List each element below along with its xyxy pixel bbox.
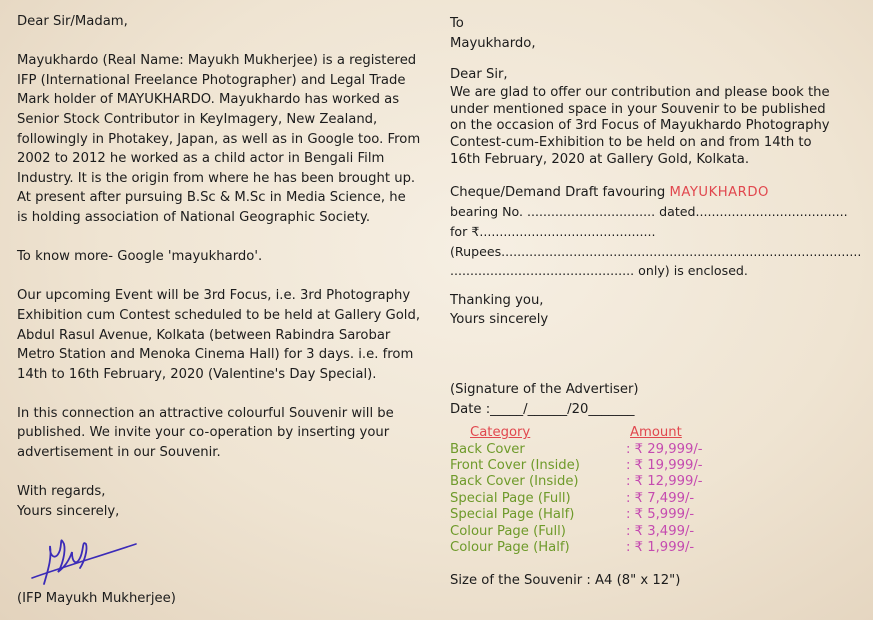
bio-line: is holding association of National Geographic Society. [17, 209, 371, 225]
rate-row [450, 524, 870, 540]
rate-row [450, 458, 870, 474]
rate-amount: : ₹ 3,499/- [626, 523, 695, 539]
event-line: Exhibition cum Contest scheduled to be held at Gallery Gold, [17, 307, 421, 323]
rate-amount: : ₹ 7,499/- [626, 490, 695, 506]
regards: With regards, [17, 484, 106, 500]
for-line: for ₹............................................ [450, 223, 656, 239]
event-line: Metro Station and Menoka Cinema Hall) for 3 days. i.e. from [17, 347, 414, 363]
event-line: Our upcoming Event will be 3rd Focus, i.e. 3rd Photography [17, 288, 411, 304]
to-name: Mayukhardo, [450, 35, 536, 51]
rate-header [450, 425, 870, 441]
rate-category: Special Page (Full) [450, 490, 571, 506]
souvenir-size: Size of the Souvenir : A4 (8" x 12") [450, 573, 681, 588]
bearing-line: bearing No. ................................ dated...................................... [450, 204, 848, 220]
souvenir-paragraph [17, 404, 427, 463]
rate-category: Back Cover (Inside) [450, 474, 579, 490]
bio-line: IFP (International Freelance Photographer) and Legal Trade [17, 72, 406, 88]
rupees-line: (Rupees.......................................................................................... [450, 243, 862, 259]
category-header: Category [470, 425, 531, 441]
rate-amount: : ₹ 19,999/- [626, 457, 703, 473]
signatory [17, 589, 176, 609]
body-paragraph [450, 85, 870, 169]
rate-row [450, 507, 870, 523]
bio-line: At present after pursuing B.Sc & M.Sc in Media Science, he [17, 190, 406, 206]
letter-right [450, 14, 870, 556]
cheque-prefix: Cheque/Demand Draft favouring [450, 184, 670, 200]
body-line: 16th February, 2020 at Gallery Gold, Kolkata. [450, 151, 750, 167]
rate-amount: : ₹ 29,999/- [626, 441, 703, 457]
to-label: To [450, 16, 464, 31]
signatory-name: (IFP Mayukh Mukherjee) [17, 591, 176, 606]
bio-line: Industry. It is the origin from where he has been brought up. [17, 170, 416, 186]
salutation: Dear Sir/Madam, [17, 14, 128, 29]
rate-row [450, 474, 870, 490]
date-line: Date :_____/______/20_______ [450, 401, 635, 417]
cheque-brand: MAYUKHARDO [669, 184, 769, 200]
rate-amount: : ₹ 5,999/- [626, 507, 695, 523]
event-line: Abdul Rasul Avenue, Kolkata (between Rabindra Sarobar [17, 327, 391, 343]
bio-paragraph [17, 51, 427, 227]
rate-table [450, 425, 870, 556]
handwritten-signature [30, 522, 140, 594]
letter-left [17, 12, 427, 521]
dear: Dear Sir, [450, 67, 508, 83]
know-more: To know more- Google 'mayukhardo'. [17, 249, 263, 265]
thanking: Thanking you, [450, 292, 544, 308]
cheque-line [450, 183, 870, 203]
signature-label: (Signature of the Advertiser) [450, 381, 639, 397]
rate-category: Special Page (Half) [450, 507, 575, 523]
event-line: 14th to 16th February, 2020 (Valentine's Day Special). [17, 366, 377, 382]
rate-amount: : ₹ 1,999/- [626, 539, 695, 555]
souvenir-line: advertisement in our Souvenir. [17, 445, 221, 461]
bio-line: Senior Stock Contributor in KeyImagery, New Zealand, [17, 111, 378, 127]
bio-line: Mayukhardo (Real Name: Mayukh Mukherjee) is a registered [17, 53, 417, 69]
rate-row [450, 442, 870, 458]
bio-line: Mark holder of MAYUKHARDO. Mayukhardo has worked as [17, 92, 400, 108]
closing: Yours sincerely, [17, 503, 120, 519]
rate-category: Colour Page (Half) [450, 539, 570, 555]
body-line: Contest-cum-Exhibition to be held on and from 14th to [450, 135, 812, 151]
enclosed-line: .............................................. only) is enclosed. [450, 263, 748, 279]
bio-line: followingly in Photakey, Japan, as well as in Google too. From [17, 131, 421, 147]
rate-category: Back Cover [450, 441, 525, 457]
event-paragraph [17, 286, 427, 384]
amount-header: Amount [630, 425, 682, 441]
closing-right: Yours sincerely [450, 312, 549, 328]
body-line: on the occasion of 3rd Focus of Mayukhardo Photography [450, 118, 830, 134]
souvenir-line: published. We invite your co-operation by inserting your [17, 425, 390, 441]
body-line: We are glad to offer our contribution and please book the [450, 84, 830, 100]
rate-amount: : ₹ 12,999/- [626, 474, 703, 490]
rate-row [450, 491, 870, 507]
rate-category: Colour Page (Full) [450, 523, 566, 539]
bio-line: 2002 to 2012 he worked as a child actor in Bengali Film [17, 151, 385, 167]
body-line: under mentioned space in your Souvenir to be published [450, 101, 826, 117]
rate-row [450, 540, 870, 556]
rate-category: Front Cover (Inside) [450, 457, 580, 473]
souvenir-line: In this connection an attractive colourful Souvenir will be [17, 405, 394, 421]
